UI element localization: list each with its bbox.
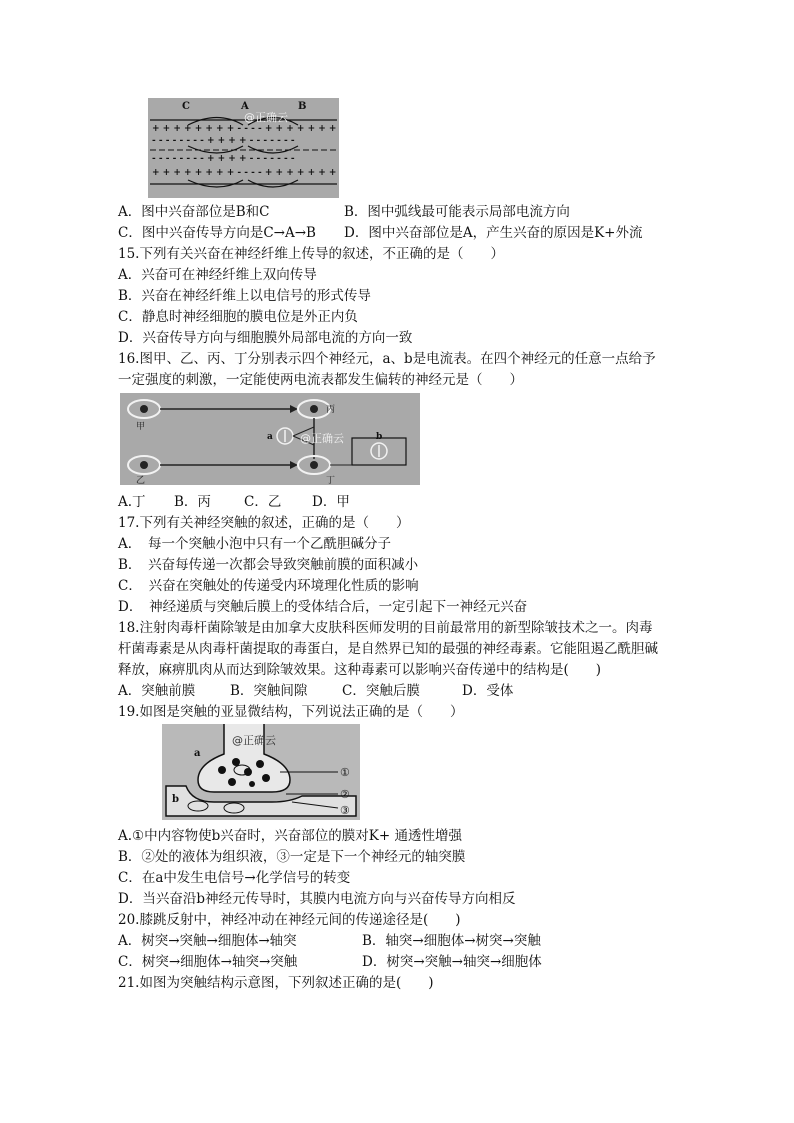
label-yi: 乙 <box>136 476 146 485</box>
q20-option-a: A．树突→突触→细胞体→轴突 <box>118 933 297 949</box>
charge-row-4: + + + + + + + + - - - - + + + + + + + <box>152 168 337 178</box>
label-b: B <box>298 101 307 112</box>
charge-row-1: + + + + + + + + - - - - + + + + + + + <box>152 124 337 134</box>
label-a: A <box>241 101 249 112</box>
label-a: a <box>194 748 201 759</box>
label-b: b <box>172 794 179 805</box>
q15-option-d: D．兴奋传导方向与细胞膜外局部电流的方向一致 <box>118 330 413 346</box>
label-jia: 甲 <box>136 422 146 432</box>
charge-row-2: - - - - - - - - + + + + - - - - - - - <box>152 136 295 146</box>
q19-option-b: B．②处的液体为组织液，③一定是下一个神经元的轴突膜 <box>118 849 466 865</box>
charge-row-3: - - - - - - - - + + + + - - - - - - - <box>152 154 295 164</box>
figure-neurons <box>120 393 420 485</box>
label-3: ③ <box>340 804 350 817</box>
q18-stem-2: 杆菌毒素是从肉毒杆菌提取的毒蛋白，是自然界已知的最强的神经毒素。它能阻遏乙酰胆碱 <box>118 641 658 657</box>
watermark: @正确云 <box>244 111 288 124</box>
watermark: @正确云 <box>232 734 276 747</box>
q15-option-c: C．静息时神经细胞的膜电位是外正内负 <box>118 309 358 325</box>
q20-row-2 <box>118 952 542 972</box>
q20-stem: 20.膝跳反射中，神经冲动在神经元间的传递途径是( ) <box>118 912 461 928</box>
q19-stem: 19.如图是突触的亚显微结构，下列说法正确的是（ ） <box>118 704 464 720</box>
q16-option-b: B．丙 <box>174 494 211 510</box>
label-meter-a: a <box>267 432 273 442</box>
q16-options <box>118 492 350 512</box>
q14-row-2 <box>118 223 642 243</box>
label-meter-b: b <box>376 432 383 442</box>
q15-stem: 15.下列有关兴奋在神经纤维上传导的叙述，不正确的是（ ） <box>118 246 504 262</box>
q16-stem-1: 16.图甲、乙、丙、丁分别表示四个神经元，a、b是电流表。在四个神经元的任意一点给予 <box>118 351 656 367</box>
q19-option-d: D．当兴奋沿b神经元传导时，其膜内电流方向与兴奋传导方向相反 <box>118 891 516 907</box>
neurons-diagram <box>120 393 420 485</box>
figure-synapse <box>162 724 360 820</box>
label-1: ① <box>340 766 350 779</box>
q18-option-d: D．受体 <box>462 683 514 699</box>
watermark: @正确云 <box>300 432 344 445</box>
q18-stem-3: 释放，麻痹肌肉从而达到除皱效果。这种毒素可以影响兴奋传递中的结构是( ) <box>118 662 602 678</box>
q20-row-1 <box>118 931 541 951</box>
q16-stem-2: 一定强度的刺激，一定能使两电流表都发生偏转的神经元是（ ） <box>118 372 523 388</box>
q17-option-a: A． 每一个突触小泡中只有一个乙酰胆碱分子 <box>118 536 391 552</box>
q19-option-c: C．在a中发生电信号→化学信号的转变 <box>118 870 351 886</box>
label-2: ② <box>340 788 350 801</box>
q19-option-a: A.①中内容物使b兴奋时，兴奋部位的膜对K+ 通透性增强 <box>118 828 462 844</box>
label-ding: 丁 <box>326 476 336 485</box>
q18-option-c: C．突触后膜 <box>342 683 420 699</box>
label-bing: 丙 <box>326 405 336 415</box>
q21-stem: 21.如图为突触结构示意图，下列叙述正确的是( ) <box>118 975 434 991</box>
q17-stem: 17.下列有关神经突触的叙述，正确的是（ ） <box>118 515 410 531</box>
q16-option-d: D．甲 <box>312 494 350 510</box>
q14-option-c: C．图中兴奋传导方向是C→A→B <box>118 225 316 241</box>
q18-option-a: A．突触前膜 <box>118 683 196 699</box>
q17-option-d: D． 神经递质与突触后膜上的受体结合后，一定引起下一神经元兴奋 <box>118 599 528 615</box>
q14-row-1 <box>118 202 570 222</box>
q18-stem-1: 18.注射肉毒杆菌除皱是由加拿大皮肤科医师发明的目前最常用的新型除皱技术之一。肉毒 <box>118 620 653 636</box>
q20-option-d: D．树突→突触→轴突→细胞体 <box>362 954 542 970</box>
figure-nerve-fiber <box>148 98 339 198</box>
q18-option-b: B．突触间隙 <box>230 683 308 699</box>
q17-option-c: C． 兴奋在突触处的传递受内环境理化性质的影响 <box>118 578 419 594</box>
q20-option-c: C．树突→细胞体→轴突→突触 <box>118 954 298 970</box>
q16-option-a: A.丁 <box>118 494 146 510</box>
q17-option-b: B． 兴奋每传递一次都会导致突触前膜的面积减小 <box>118 557 419 573</box>
q14-option-a: A．图中兴奋部位是B和C <box>118 204 270 220</box>
q14-option-b: B．图中弧线最可能表示局部电流方向 <box>344 204 570 220</box>
q15-option-a: A．兴奋可在神经纤维上双向传导 <box>118 267 317 283</box>
q14-option-d: D．图中兴奋部位是A，产生兴奋的原因是K+外流 <box>344 225 643 241</box>
q20-option-b: B．轴突→细胞体→树突→突触 <box>362 933 541 949</box>
label-c: C <box>182 101 190 112</box>
q18-options <box>118 681 513 701</box>
q15-option-b: B．兴奋在神经纤维上以电信号的形式传导 <box>118 288 371 304</box>
q16-option-c: C．乙 <box>244 494 282 510</box>
